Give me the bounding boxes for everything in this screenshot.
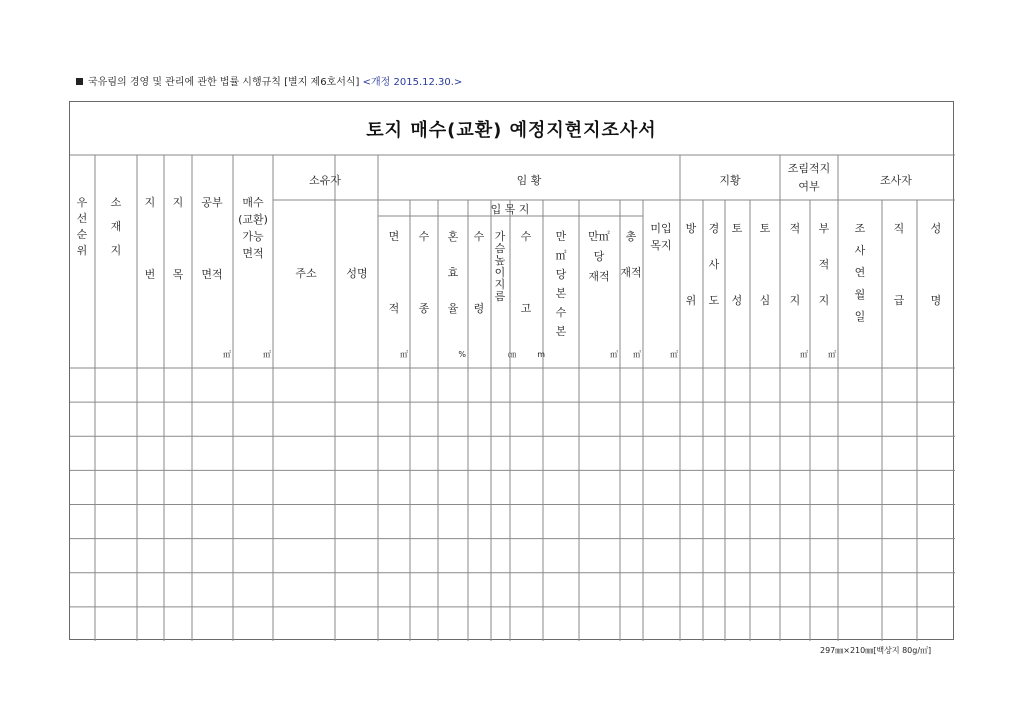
land-category-header: 목 bbox=[172, 268, 184, 281]
stems-per-area-header: ㎡ bbox=[555, 249, 567, 262]
slope-header: 도 bbox=[708, 294, 720, 307]
height-header: 수 bbox=[520, 230, 532, 243]
position-header: 직 bbox=[893, 222, 905, 235]
mix-ratio-header: 혼 bbox=[447, 230, 459, 243]
unit-unsuitable: ㎡ bbox=[828, 350, 836, 359]
suitability-header: 여부 bbox=[798, 180, 820, 193]
legal-ref-text: 국유림의 경영 및 관리에 관한 법률 시행규칙 [별지 제6호서식] bbox=[88, 77, 360, 88]
dbh-header: 름 bbox=[494, 290, 506, 303]
surveyor-name-header: 성 bbox=[930, 222, 942, 235]
form-title: 토지 매수(교환) 예정지현지조사서 bbox=[366, 120, 657, 141]
legal-reference bbox=[76, 73, 462, 88]
unsuitable-header: 부 bbox=[818, 222, 830, 235]
owner-address-header: 주소 bbox=[295, 267, 317, 280]
age-header: 수 bbox=[473, 230, 485, 243]
soil-type-header: 성 bbox=[731, 294, 743, 307]
lot-number-header: 번 bbox=[144, 268, 156, 281]
unit-suitable: ㎡ bbox=[800, 350, 808, 359]
unit-mix-ratio: % bbox=[458, 350, 466, 359]
soil-depth-header: 심 bbox=[759, 294, 771, 307]
volume-per-area-header: 재적 bbox=[588, 270, 610, 283]
unsuitable-header: 적 bbox=[818, 258, 830, 271]
stems-per-area-header: 본 bbox=[555, 325, 567, 338]
suitable-header: 적 bbox=[789, 222, 801, 235]
total-volume-header: 재적 bbox=[620, 266, 642, 279]
stems-per-area-header: 당 bbox=[555, 268, 567, 281]
unit-dbh: ㎝ bbox=[508, 350, 516, 359]
unit-area: ㎡ bbox=[400, 350, 408, 359]
stems-per-area-header: 수 bbox=[555, 306, 567, 319]
dbh-header: 지 bbox=[494, 278, 506, 291]
suitable-header: 지 bbox=[789, 294, 801, 307]
dbh-header: 슴 bbox=[494, 242, 506, 255]
stems-per-area-header: 만 bbox=[555, 230, 567, 243]
exchange-area-header: 면적 bbox=[242, 247, 264, 260]
stems-per-area-header: 본 bbox=[555, 287, 567, 300]
exchange-area-header: (교환) bbox=[238, 213, 268, 226]
area-header: 면 bbox=[388, 230, 400, 243]
survey-date-header: 사 bbox=[854, 244, 866, 257]
standing-forest-header: 입 목 지 bbox=[490, 203, 530, 216]
aspect-header: 위 bbox=[685, 294, 697, 307]
height-header: 고 bbox=[520, 302, 532, 315]
species-header: 종 bbox=[418, 302, 430, 315]
mix-ratio-header: 율 bbox=[447, 302, 459, 315]
exchange-area-header: 매수 bbox=[242, 196, 264, 209]
slope-header: 사 bbox=[708, 258, 720, 271]
owner-name-header: 성명 bbox=[346, 267, 368, 280]
unit-height: m bbox=[537, 350, 545, 359]
position-header: 급 bbox=[893, 294, 905, 307]
forest-condition-header: 임 황 bbox=[516, 174, 542, 187]
exchange-area-header: 가능 bbox=[242, 230, 264, 243]
unit-total-volume: ㎥ bbox=[633, 350, 641, 359]
location-header: 소 bbox=[110, 196, 122, 209]
unstocked-header: 목지 bbox=[650, 239, 672, 252]
aspect-header: 방 bbox=[685, 222, 697, 235]
total-volume-header: 총 bbox=[625, 230, 637, 243]
survey-date-header: 연 bbox=[854, 266, 866, 279]
priority-header: 위 bbox=[76, 244, 88, 257]
survey-date-header: 일 bbox=[854, 310, 866, 323]
priority-header: 선 bbox=[76, 212, 88, 225]
soil-depth-header: 토 bbox=[759, 222, 771, 235]
area-header: 적 bbox=[388, 302, 400, 315]
owner-header: 소유자 bbox=[309, 174, 341, 187]
square-bullet-icon bbox=[76, 78, 83, 85]
registered-area-header: 공부 bbox=[201, 196, 223, 209]
location-header: 재 bbox=[110, 220, 122, 233]
unit-exchange-area: ㎡ bbox=[263, 350, 271, 359]
surveyor-header: 조사자 bbox=[880, 174, 912, 187]
dbh-header: 이 bbox=[494, 266, 506, 279]
dbh-header: 가 bbox=[494, 230, 506, 243]
soil-type-header: 토 bbox=[731, 222, 743, 235]
slope-header: 경 bbox=[708, 222, 720, 235]
unit-unstocked: ㎡ bbox=[670, 350, 678, 359]
unit-volume-per-area: ㎥ bbox=[610, 350, 618, 359]
species-header: 수 bbox=[418, 230, 430, 243]
volume-per-area-header: 당 bbox=[593, 250, 605, 263]
survey-date-header: 조 bbox=[854, 222, 866, 235]
survey-form bbox=[69, 101, 954, 640]
priority-header: 우 bbox=[76, 196, 88, 209]
priority-header: 순 bbox=[76, 228, 88, 241]
suitability-header: 조림적지 bbox=[787, 162, 831, 175]
revision-note: <개정 2015.12.30.> bbox=[362, 77, 463, 88]
paper-spec: 297㎜×210㎜[백상지 80g/㎡] bbox=[820, 646, 932, 655]
lot-number-header: 지 bbox=[144, 196, 156, 209]
registered-area-header: 면적 bbox=[201, 268, 223, 281]
surveyor-name-header: 명 bbox=[930, 294, 942, 307]
terrain-header: 지황 bbox=[719, 174, 741, 187]
mix-ratio-header: 효 bbox=[447, 266, 459, 279]
unstocked-header: 미입 bbox=[650, 222, 672, 235]
unit-registered-area: ㎡ bbox=[223, 350, 231, 359]
dbh-header: 높 bbox=[494, 254, 506, 267]
volume-per-area-header: 만㎡ bbox=[588, 230, 610, 243]
survey-date-header: 월 bbox=[854, 288, 866, 301]
unsuitable-header: 지 bbox=[818, 294, 830, 307]
location-header: 지 bbox=[110, 244, 122, 257]
age-header: 령 bbox=[473, 302, 485, 315]
land-category-header: 지 bbox=[172, 196, 184, 209]
